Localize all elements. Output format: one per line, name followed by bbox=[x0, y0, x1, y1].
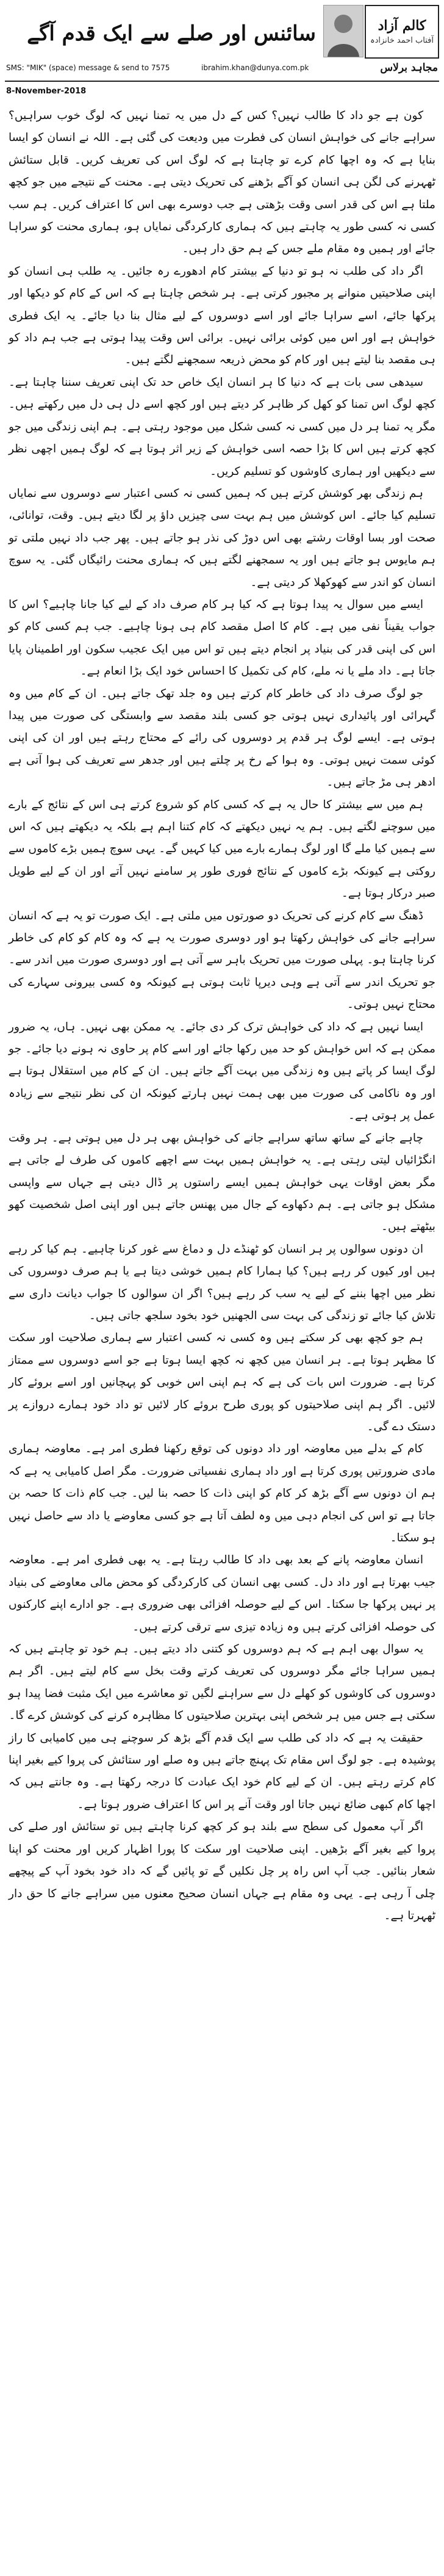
paragraph: ایسا نہیں ہے کہ داد کی خواہش ترک کر دی جائے۔ یہ ممکن بھی نہیں۔ ہاں، یہ ضرور ممکن ہے کہ اس خواہش کو حد میں رکھا جائے اور اسے کام پر حاوی نہ ہونے دیا جائے۔ جو لوگ ایسا کر پاتے ہیں وہ زندگی میں بہت آگے جاتے ہیں۔ ان کے کام میں استقلال ہوتا ہے اور وہ ناکامی کی صورت میں بھی ہمت نہیں ہارتے کیونکہ ان کی نظر نتیجے سے زیادہ عمل پر ہوتی ہے۔ bbox=[9, 1020, 435, 1123]
author-email[interactable]: ibrahim.khan@dunya.com.pk bbox=[201, 63, 309, 72]
paragraph: یہ سوال بھی اہم ہے کہ ہم دوسروں کو کتنی داد دیتے ہیں۔ ہم خود تو چاہتے ہیں کہ ہمیں سراہا جائے مگر دوسروں کی تعریف کرتے وقت بخل سے کام لیتے ہیں۔ اگر ہم دوسروں کی کاوشوں کو کھلے دل سے سراہنے لگیں تو معاشرے میں ایک مثبت فضا پیدا ہو سکتی ہے جس میں ہر شخص اپنی بہترین صلاحیتوں کا مظاہرہ کرنے کی کوشش کرے گا۔ bbox=[9, 1643, 435, 1723]
author-portrait bbox=[323, 5, 363, 57]
paragraph: ان دونوں سوالوں پر ہر انسان کو ٹھنڈے دل و دماغ سے غور کرنا چاہیے۔ ہم کیا کر رہے ہیں اور کیوں کر رہے ہیں؟ کیا ہمارا کام ہمیں خوشی دیتا ہے یا ہم صرف دوسروں کی نظر میں اچھا بننے کے لیے یہ سب کر رہے ہیں؟ اگر ان سوالوں کا جواب دیانت داری سے تلاش کیا جائے تو زندگی کی بہت سی الجھنیں خود بخود سلجھ جاتی ہیں۔ bbox=[9, 1242, 435, 1322]
paragraph: اگر آپ معمول کی سطح سے بلند ہو کر کچھ کرنا چاہتے ہیں تو ستائش اور صلے کی پروا کیے بغیر آگے بڑھیں۔ اپنی صلاحیت اور سکت کا پورا اظہار کریں اور محنت کو اپنا شعار بنائیں۔ جب آپ اس راہ پر چل نکلیں گے تو پائیں گے کہ داد خود بخود آپ کے پیچھے چلی آ رہی ہے۔ یہی وہ مقام ہے جہاں انسان صحیح معنوں میں سراہے جانے کا حق دار ٹھہرتا ہے۔ bbox=[9, 1820, 435, 1922]
newspaper-subtitle: آفتاب احمد خانزادہ bbox=[370, 35, 434, 45]
column-header bbox=[0, 0, 444, 85]
paragraph: جو لوگ صرف داد کی خاطر کام کرتے ہیں وہ جلد تھک جاتے ہیں۔ ان کے کام میں وہ گہرائی اور پائیداری نہیں ہوتی جو کسی بلند مقصد سے وابستگی کی صورت میں پیدا ہوتی ہے۔ ایسے لوگ ہر قدم پر دوسروں کی رائے کے محتاج رہتے ہیں اور ان کی اپنی کوئی سمت نہیں ہوتی۔ وہ ہوا کے رخ پر چلتے ہیں اور جدھر سے تعریف کی ہوا آتی ہے ادھر ہی مڑ جاتے ہیں۔ bbox=[9, 687, 435, 789]
newspaper-name: کالم آزاد bbox=[378, 18, 426, 34]
column-body bbox=[9, 105, 435, 1927]
portrait-image bbox=[324, 5, 363, 57]
paragraph: سیدھی سی بات ہے کہ دنیا کا ہر انسان ایک خاص حد تک اپنی تعریف سننا چاہتا ہے۔ کچھ لوگ اس تمنا کو کھل کر ظاہر کر دیتے ہیں اور کچھ اسے دل ہی دل میں رکھتے ہیں۔ مگر یہ تمنا ہر دل میں کسی نہ کسی شکل میں موجود رہتی ہے۔ ہم اپنی زندگی میں جو کچھ کرتے ہیں اس کا بڑا حصہ اسی خواہش کے زیر اثر ہوتا ہے کہ لوگ ہمیں اچھی نظر سے دیکھیں اور ہماری کاوشوں کو تسلیم کریں۔ bbox=[9, 375, 435, 478]
paragraph: کام کے بدلے میں معاوضہ اور داد دونوں کی توقع رکھنا فطری امر ہے۔ معاوضہ ہماری مادی ضرورتیں پوری کرتا ہے اور داد ہماری نفسیاتی ضرورت۔ مگر اصل کامیابی یہ ہے کہ ہم ان دونوں سے آگے بڑھ کر کام کو اپنی ذات کا حصہ بنا لیں۔ جب کام ذات کا حصہ بن جاتا ہے تو اس کی انجام دہی میں وہ لطف آتا ہے جو کسی معاوضے یا داد سے حاصل نہیں ہو سکتا۔ bbox=[9, 1442, 435, 1544]
paragraph: حقیقت یہ ہے کہ داد کی طلب سے ایک قدم آگے بڑھ کر سوچنے ہی میں کامیابی کا راز پوشیدہ ہے۔ جو لوگ اس مقام تک پہنچ جاتے ہیں وہ صلے اور ستائش کی پروا کیے بغیر اپنا کام کرتے رہتے ہیں۔ ان کے لیے کام خود ایک عبادت کا درجہ رکھتا ہے۔ وہ جانتے ہیں کہ اچھا کام کبھی ضائع نہیں جاتا اور وقت آنے پر اس کا اعتراف ضرور ہوتا ہے۔ bbox=[9, 1731, 435, 1811]
paragraph: ہم زندگی بھر کوشش کرتے ہیں کہ ہمیں کسی نہ کسی اعتبار سے دوسروں سے نمایاں تسلیم کیا جائے۔ اس کوشش میں ہم بہت سی چیزیں داؤ پر لگا دیتے ہیں۔ وقت، توانائی، صحت اور بسا اوقات رشتے بھی اس دوڑ کی نذر ہو جاتے ہیں۔ پھر جب داد نہیں ملتی تو ہم مایوس ہو جاتے ہیں اور یہ سمجھنے لگتے ہیں کہ ہماری محنت رائیگاں گئی۔ یہ سوچ انسان کو اندر سے کھوکھلا کر دیتی ہے۔ bbox=[9, 487, 435, 589]
author-name: مجاہد برلاس bbox=[380, 62, 438, 74]
paragraph: انسان معاوضہ پانے کے بعد بھی داد کا طالب رہتا ہے۔ یہ بھی فطری امر ہے۔ معاوضہ جیب بھرتا ہے اور داد دل۔ کسی بھی انسان کی کارکردگی کو محض مالی معاوضے کی بنیاد پر نہیں پرکھا جا سکتا۔ اس کے لیے حوصلہ افزائی بھی ضروری ہے۔ جو ادارے اپنے کارکنوں کی حوصلہ افزائی کرتے ہیں وہ زیادہ تیزی سے ترقی کرتے ہیں۔ bbox=[9, 1554, 435, 1634]
paragraph: ڈھنگ سے کام کرنے کی تحریک دو صورتوں میں ملتی ہے۔ ایک صورت تو یہ ہے کہ انسان سراہے جانے کی خواہش رکھتا ہو اور دوسری صورت یہ ہے کہ وہ کام کو کام کی خاطر کرنا چاہتا ہو۔ پہلی صورت میں تحریک باہر سے آتی ہے اور دوسری صورت میں اندر سے۔ جو تحریک اندر سے آتی ہے وہی دیرپا ثابت ہوتی ہے کیونکہ وہ کسی بیرونی سہارے کی محتاج نہیں ہوتی۔ bbox=[9, 909, 435, 1011]
paragraph: ایسے میں سوال یہ پیدا ہوتا ہے کہ کیا ہر کام صرف داد کے لیے کیا جانا چاہیے؟ اس کا جواب یقیناً نفی میں ہے۔ کام کا اصل مقصد کام ہی ہونا چاہیے۔ جب ہم کسی کام کو اس کی اپنی قدر کی بنیاد پر انجام دیتے ہیں تو اس میں ایک عجیب سکون اور اطمینان پایا جاتا ہے۔ داد ملے یا نہ ملے، کام کی تکمیل کا احساس خود ایک بڑا انعام ہے۔ bbox=[9, 598, 435, 678]
paragraph: اگر داد کی طلب نہ ہو تو دنیا کے بیشتر کام ادھورے رہ جائیں۔ یہ طلب ہی انسان کو اپنی صلاحیتیں منوانے پر مجبور کرتی ہے۔ ہر شخص چاہتا ہے کہ اس کے کام کو دیکھا اور پرکھا جائے، اسے سراہا جائے اور اسے دوسروں کے لیے مثال بنا دیا جائے۔ یہ ایک فطری خواہش ہے اور اس میں کوئی برائی نہیں۔ برائی اس وقت پیدا ہوتی ہے جب ہم داد کو ہی مقصد بنا لیتے ہیں اور کام کو محض ذریعہ سمجھنے لگتے ہیں۔ bbox=[9, 264, 435, 367]
column-title: سائنس اور صلے سے ایک قدم آگے bbox=[27, 21, 316, 46]
sms-instructions: SMS: "MIK" (space) message & send to 7575 bbox=[6, 63, 170, 72]
paragraph: چاہے جانے کے ساتھ ساتھ سراہے جانے کی خواہش بھی ہر دل میں ہوتی ہے۔ ہر وقت انگڑائیاں لیتی رہتی ہے۔ یہ خواہش ہمیں بہت سے اچھے کاموں کی طرف لے جاتی ہے مگر بعض اوقات یہی خواہش ہمیں ایسے راستوں پر ڈال دیتی ہے جہاں سے واپسی مشکل ہو جاتی ہے۔ ہم دکھاوے کے جال میں پھنس جاتے ہیں اور اپنی اصل شخصیت کھو بیٹھتے ہیں۔ bbox=[9, 1131, 435, 1234]
header-divider bbox=[5, 81, 439, 82]
paragraph: ہم جو کچھ بھی کر سکتے ہیں وہ کسی نہ کسی اعتبار سے ہماری صلاحیت اور سکت کا مظہر ہوتا ہے۔ ہر انسان میں کچھ نہ کچھ ایسا ہوتا ہے جو اسے دوسروں سے ممتاز کرتا ہے۔ ضرورت اس بات کی ہے کہ ہم اپنی اس خوبی کو پہچانیں اور اسے بروئے کار لائیں۔ اگر ہم اپنی صلاحیتوں کو پوری طرح بروئے کار لائیں تو داد خود ہمارے دروازے پر دستک دے گی۔ bbox=[9, 1331, 435, 1433]
paragraph: ہم میں سے بیشتر کا حال یہ ہے کہ کسی کام کو شروع کرتے ہی اس کے نتائج کے بارے میں سوچنے لگتے ہیں۔ ہم یہ نہیں دیکھتے کہ کام کتنا اہم ہے بلکہ یہ دیکھتے ہیں کہ اس سے ہمیں کیا ملے گا اور لوگ ہمارے بارے میں کیا کہیں گے۔ یہی سوچ ہمیں بڑے کاموں سے روکتی ہے کیونکہ بڑے کاموں کے نتائج فوری طور پر سامنے نہیں آتے اور ان کے لیے طویل صبر درکار ہوتا ہے۔ bbox=[9, 798, 435, 900]
newspaper-logo bbox=[365, 5, 439, 59]
publish-date: 8-November-2018 bbox=[6, 87, 87, 96]
paragraph: کون ہے جو داد کا طالب نہیں؟ کس کے دل میں یہ تمنا نہیں کہ لوگ خوب سراہیں؟ سراہے جانے کی خواہش انسان کی فطرت میں ودیعت کی گئی ہے۔ اللہ نے انسان کو ایسا بنایا ہے کہ وہ اچھا کام کرے تو چاہتا ہے کہ لوگ اس کی تعریف کریں۔ قابل ستائش ٹھہرنے کی لگن ہی انسان کو آگے بڑھنے کی تحریک دیتی ہے۔ محنت کے نتیجے میں جو کچھ ملتا ہے اس کی قدر اسی وقت بڑھتی ہے جب دوسرے بھی اس کا اعتراف کریں۔ ہم سب کسی نہ کسی طور یہ چاہتے ہیں کہ ہماری کارکردگی نمایاں ہو، ہماری محنت کو سراہا جائے اور ہمیں وہ مقام ملے جس کے ہم حق دار ہیں۔ bbox=[9, 109, 435, 256]
